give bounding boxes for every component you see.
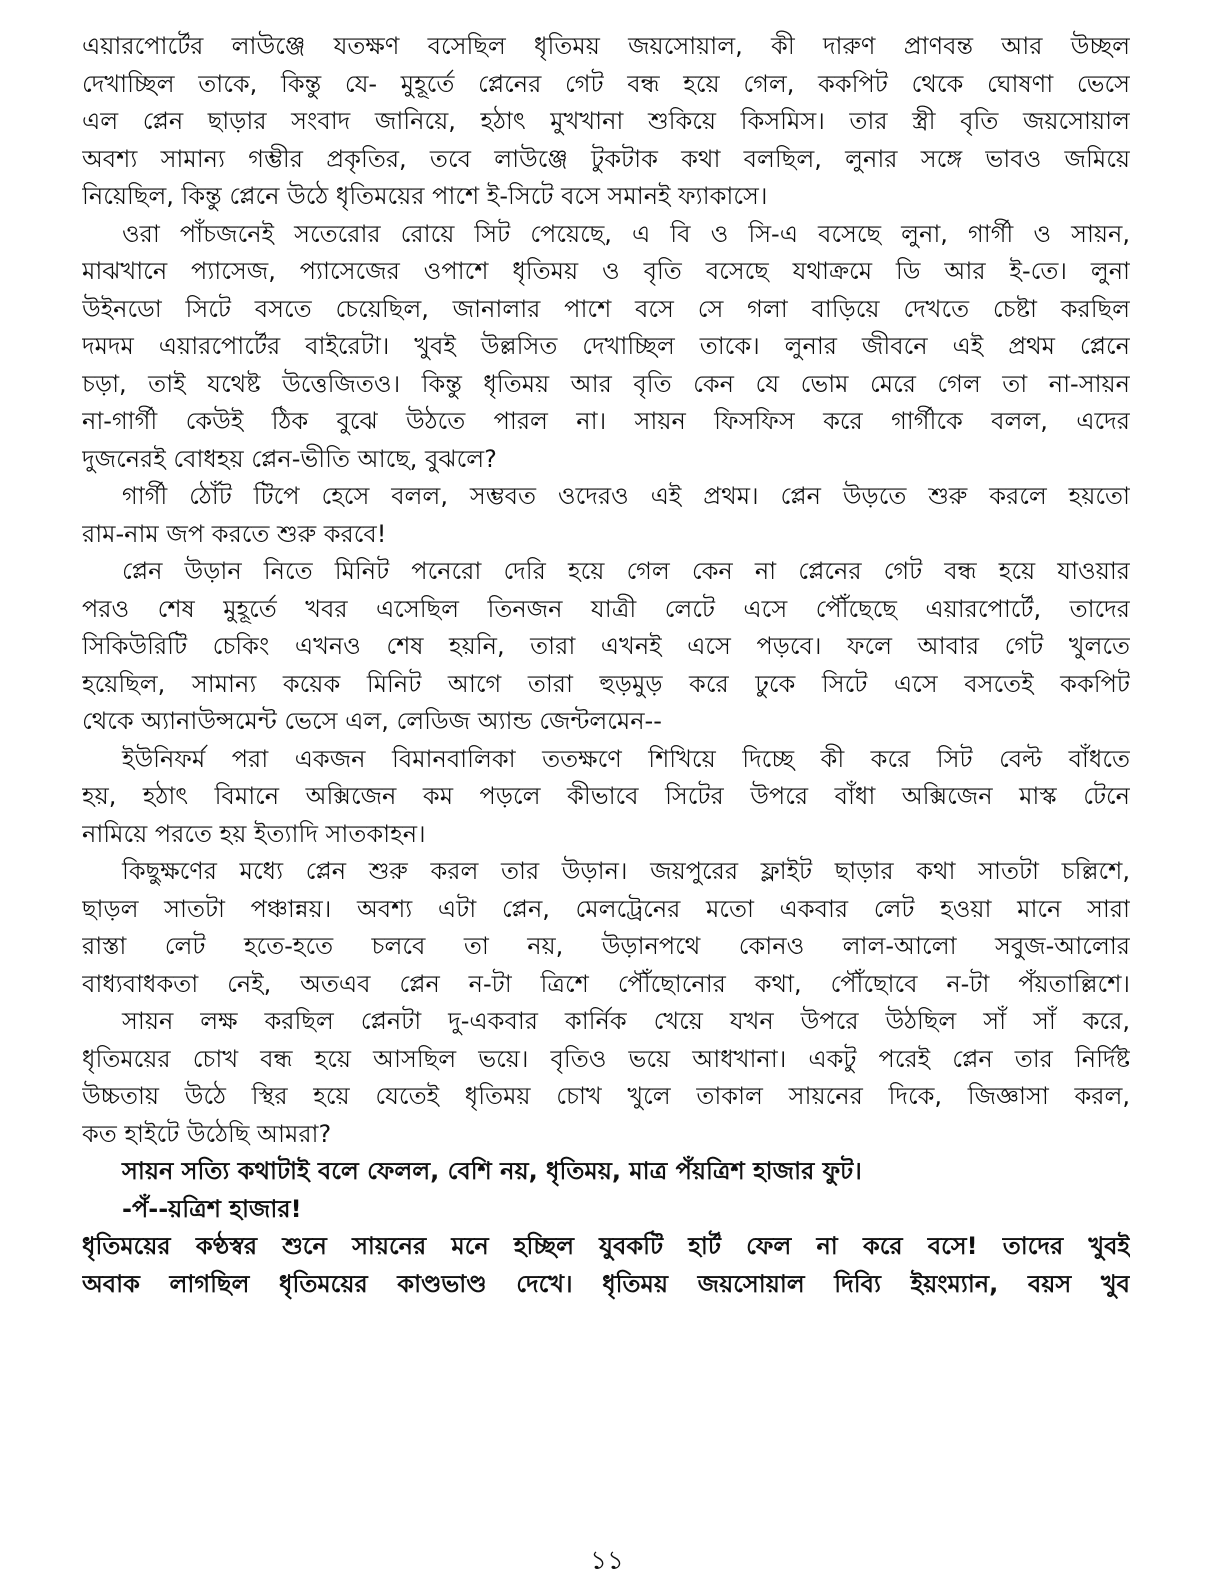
text-line: রাস্তা লেট হতে-হতে চলবে তা নয়, উড়ানপথে কোনও লাল-আলো সবুজ-আলোর — [82, 932, 1130, 960]
text-line: ওরা পাঁচজনেই সতেরোর রোয়ে সিট পেয়েছে, এ বি ও সি-এ বসেছে লুনা, গার্গী ও সায়ন, — [122, 219, 1130, 248]
text-line: এয়ারপোর্টের লাউঞ্জে যতক্ষণ বসেছিল ধৃতিময় জয়সোয়াল, কী দারুণ প্রাণবন্ত আর উচ্ছল — [82, 32, 1130, 60]
text-line: উইনডো সিটে বসতে চেয়েছিল, জানালার পাশে বসে সে গলা বাড়িয়ে দেখতে চেষ্টা করছিল — [82, 294, 1130, 323]
text-line: অবশ্য সামান্য গম্ভীর প্রকৃতির, তবে লাউঞ্জে টুকটাক কথা বলছিল, লুনার সঙ্গে ভাবও জমিয়ে — [82, 144, 1130, 173]
text-line: নিয়েছিল, কিন্তু প্লেনে উঠে ধৃতিময়ের পাশে ই-সিটে বসে সমানই ফ্যাকাসে। — [82, 182, 768, 210]
text-line: কত হাইটে উঠেছি আমরা? — [82, 1119, 332, 1148]
text-line: পরও শেষ মুহূর্তে খবর এসেছিল তিনজন যাত্রী লেটে এসে পৌঁছেছে এয়ারপোর্টে, তাদের — [82, 594, 1130, 623]
text-line: দেখাচ্ছিল তাকে, কিন্তু যে- মুহূর্তে প্লেনের গেট বন্ধ হয়ে গেল, ককপিট থেকে ঘোষণা ভেসে — [82, 69, 1130, 98]
text-line: বাধ্যবাধকতা নেই, অতএব প্লেন ন-টা ত্রিশে পৌঁছোনোর কথা, পৌঁছোবে ন-টা পঁয়তাল্লিশে। — [82, 969, 1130, 998]
text-line: সায়ন সত্যি কথাটাই বলে ফেলল, বেশি নয়, ধৃতিময়, মাত্র পঁয়ত্রিশ হাজার ফুট। — [122, 1157, 862, 1185]
text-line: দমদম এয়ারপোর্টের বাইরেটা। খুবই উল্লসিত দেখাচ্ছিল তাকে। লুনার জীবনে এই প্রথম প্লেনে — [82, 332, 1130, 360]
text-line: গার্গী ঠোঁট টিপে হেসে বলল, সম্ভবত ওদেরও এই প্রথম। প্লেন উড়তে শুরু করলে হয়তো — [122, 482, 1130, 510]
text-line: থেকে অ্যানাউন্সমেন্ট ভেসে এল, লেডিজ অ্যান্ড জেন্টলমেন-- — [82, 707, 662, 735]
text-line: কিছুক্ষণের মধ্যে প্লেন শুরু করল তার উড়ান। জয়পুরের ফ্লাইট ছাড়ার কথা সাতটা চল্লিশে, — [122, 857, 1130, 885]
text-line: দুজনেরই বোধহয় প্লেন-ভীতি আছে, বুঝলে? — [82, 444, 497, 473]
text-line: হয়েছিল, সামান্য কয়েক মিনিট আগে তারা হুড়মুড় করে ঢুকে সিটে এসে বসতেই ককপিট — [82, 669, 1130, 698]
text-line: নামিয়ে পরতে হয় ইত্যাদি সাতকাহন। — [82, 819, 426, 848]
text-line: এল প্লেন ছাড়ার সংবাদ জানিয়ে, হঠাৎ মুখখানা শুকিয়ে কিসমিস। তার স্ত্রী বৃতি জয়সোয়াল — [82, 107, 1130, 135]
page-number: ১১ — [590, 1546, 624, 1576]
text-line: অবাক লাগছিল ধৃতিময়ের কাণ্ডভাণ্ড দেখে। ধৃতিময় জয়সোয়াল দিব্যি ইয়ংম্যান, বয়স খুব — [82, 1269, 1130, 1298]
text-line: ছাড়ল সাতটা পঞ্চান্নয়। অবশ্য এটা প্লেন, মেলট্রেনের মতো একবার লেট হওয়া মানে সারা — [82, 894, 1130, 923]
text-line: রাম-নাম জপ করতে শুরু করবে! — [82, 519, 387, 548]
text-line: উচ্চতায় উঠে স্থির হয়ে যেতেই ধৃতিময় চোখ খুলে তাকাল সায়নের দিকে, জিজ্ঞাসা করল, — [82, 1082, 1130, 1110]
page-body — [82, 28, 1130, 1303]
text-line: মাঝখানে প্যাসেজ, প্যাসেজের ওপাশে ধৃতিময় ও বৃতি বসেছে যথাক্রমে ডি আর ই-তে। লুনা — [82, 257, 1130, 285]
text-line: হয়, হঠাৎ বিমানে অক্সিজেন কম পড়লে কীভাবে সিটের উপরে বাঁধা অক্সিজেন মাস্ক টেনে — [82, 782, 1130, 810]
text-line: ধৃতিময়ের কণ্ঠস্বর শুনে সায়নের মনে হচ্ছিল যুবকটি হার্ট ফেল না করে বসে! তাদের খুবই — [82, 1232, 1130, 1260]
text-line: ইউনিফর্ম পরা একজন বিমানবালিকা ততক্ষণে শিখিয়ে দিচ্ছে কী করে সিট বেল্ট বাঁধতে — [122, 744, 1130, 773]
text-line: -পঁ--য়ত্রিশ হাজার! — [122, 1194, 302, 1223]
text-line: প্লেন উড়ান নিতে মিনিট পনেরো দেরি হয়ে গেল কেন না প্লেনের গেট বন্ধ হয়ে যাওয়ার — [122, 557, 1130, 585]
text-line: চড়া, তাই যথেষ্ট উত্তেজিতও। কিন্তু ধৃতিময় আর বৃতি কেন যে ভোম মেরে গেল তা না-সায়ন — [82, 369, 1130, 398]
text-line: সায়ন লক্ষ করছিল প্লেনটা দু-একবার কার্নিক খেয়ে যখন উপরে উঠছিল সাঁ সাঁ করে, — [122, 1007, 1130, 1035]
text-line: ধৃতিময়ের চোখ বন্ধ হয়ে আসছিল ভয়ে। বৃতিও ভয়ে আধখানা। একটু পরেই প্লেন তার নির্দিষ্ট — [82, 1044, 1130, 1073]
text-line: না-গার্গী কেউই ঠিক বুঝে উঠতে পারল না। সায়ন ফিসফিস করে গার্গীকে বলল, এদের — [82, 407, 1130, 435]
text-line: সিকিউরিটি চেকিং এখনও শেষ হয়নি, তারা এখনই এসে পড়বে। ফলে আবার গেট খুলতে — [82, 632, 1130, 660]
